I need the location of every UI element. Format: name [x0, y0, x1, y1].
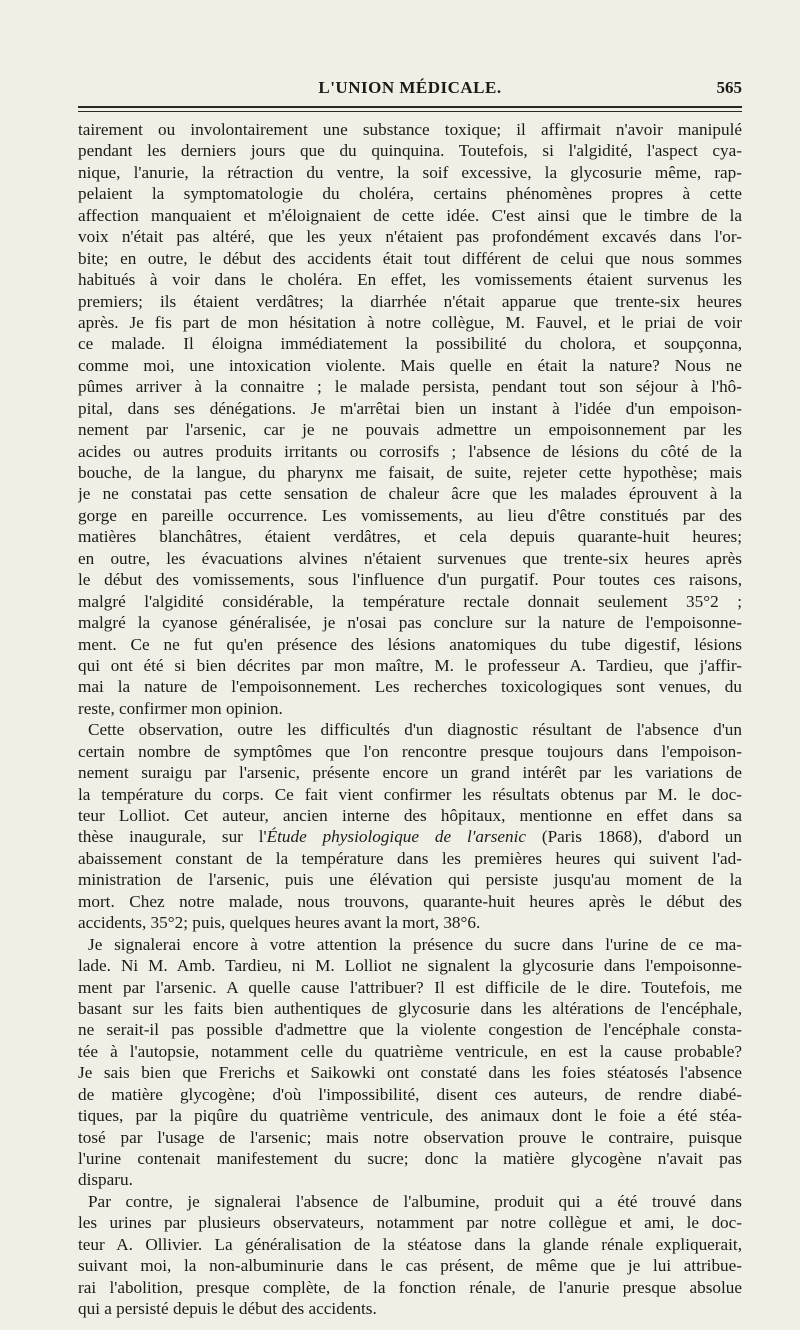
text-line: bouche, de la langue, du pharynx me faisait, de suite, rejeter cette hypothèse; mais: [78, 463, 742, 482]
text-line: les urines par plusieurs observateurs, notamment par notre collègue et ami, le doc-: [78, 1213, 742, 1233]
text-line: gorge en pareille occurrence. Les vomissements, au lieu d'être constitués par des: [78, 505, 742, 525]
text-line: comme moi, une intoxication violente. Mais quelle en était la nature? Nous ne: [78, 355, 742, 375]
text-line: qui ont été si bien décrites par mon maître, M. le professeur A. Tardieu, que j'affir-: [78, 655, 742, 675]
text-line: disparu.: [78, 1170, 133, 1190]
text-line: pelaient la symptomatologie du choléra, certains phénomènes propres à cette: [78, 184, 742, 204]
text-line: [78, 826, 742, 847]
text-line: nique, l'anurie, la rétraction du ventre, la soif excessive, la glycosurie même, rap-: [78, 162, 742, 182]
text-line: reste, confirmer mon opinion.: [78, 698, 283, 718]
text-line: ministration de l'arsenic, puis une élévation qui persiste jusqu'au moment de la: [78, 870, 742, 890]
text-line: matières blanchâtres, étaient verdâtres, et cela depuis quarante-huit heures;: [78, 527, 742, 547]
text-line: abaissement constant de la température dans les premières heures qui suivent l'ad-: [78, 848, 742, 868]
text-line: suivant moi, la non-albuminurie dans le cas présent, de même que je lui attribue-: [78, 1256, 742, 1276]
text-line: bite; en outre, le début des accidents était tout différent de celui que nous sommes: [78, 248, 742, 268]
journal-title: L'UNION MÉDICALE.: [318, 78, 502, 97]
text-line: malgré la cyanose généralisée, je n'osai pas conclure sur la nature de l'empoisonne-: [78, 613, 742, 633]
text-line: habitués à voir dans le choléra. En effet, les vomissements étaient survenus les: [78, 270, 742, 290]
text-line: Je signalerai encore à votre attention la présence du sucre dans l'urine de ce ma-: [88, 934, 742, 954]
text-line: mai la nature de l'empoisonnement. Les recherches toxicologiques sont venues, du: [78, 677, 742, 697]
text-line: ment par l'arsenic. A quelle cause l'attribuer? Il est difficile de le dire. Toutefois, me: [78, 977, 742, 997]
header-rule-thin: [78, 111, 742, 112]
text-line: malgré l'algidité considérable, la température rectale donnait seulement 35°2 ;: [78, 591, 742, 611]
text-line: premiers; ils étaient verdâtres; la diarrhée n'était apparue que trente-six heures: [78, 291, 742, 311]
text-line: Cette observation, outre les difficultés d'un diagnostic résultant de l'absence d'un: [88, 720, 742, 740]
text-line: ment. Ce ne fut qu'en présence des lésions anatomiques du tube digestif, lésions: [78, 634, 742, 654]
text-line: Par contre, je signalerai l'absence de l'albumine, produit qui a été trouvé dans: [88, 1191, 742, 1211]
article-body: [78, 119, 742, 1320]
page-header: [78, 78, 742, 102]
text-line: le début des vomissements, sous l'influence d'un purgatif. Pour toutes ces raisons,: [78, 570, 742, 590]
text-segment: (Paris 1868), d'abord un: [526, 827, 742, 847]
header-rule: [78, 106, 742, 108]
text-line: affection manquaient et m'éloignaient de cette idée. C'est ainsi que le timbre de la: [78, 205, 742, 225]
text-line: nement par l'arsenic, car je ne pouvais admettre un empoisonnement par les: [78, 420, 742, 440]
text-line: pendant les derniers jours que du quinquina. Toutefois, si l'algidité, l'aspect cya-: [78, 141, 742, 161]
text-line: la température du corps. Ce fait vient confirmer les résultats obtenus par M. le doc-: [78, 784, 742, 804]
text-line: voix n'était pas altéré, que les yeux n'étaient pas profondément excavés dans l'or-: [78, 227, 742, 247]
text-line: tée à l'autopsie, notamment celle du quatrième ventricule, en est la cause probable?: [78, 1041, 742, 1061]
text-line: de matière glycogène; d'où l'impossibilité, disent ces auteurs, de rendre diabé-: [78, 1084, 742, 1104]
text-line: nement suraigu par l'arsenic, présente encore un grand intérêt par les variations de: [78, 763, 742, 783]
text-line: tairement ou involontairement une substance toxique; il affirmait n'avoir manipulé: [78, 120, 742, 139]
text-line: lade. Ni M. Amb. Tardieu, ni M. Lolliot ne signalent la glycosurie dans l'empoisonne-: [78, 956, 742, 976]
text-line: ce malade. Il éloigna immédiatement la possibilité du cholora, et soupçonna,: [78, 334, 742, 354]
text-segment: thèse inaugurale, sur l': [78, 827, 267, 847]
text-line: acides ou autres produits irritants ou corrosifs ; l'absence de lésions du côté de la: [78, 441, 742, 461]
text-line: pital, dans ses dénégations. Je m'arrêtai bien un instant à l'idée d'un empoison-: [78, 398, 742, 418]
text-line: après. Je fis part de mon hésitation à notre collègue, M. Fauvel, et le priai de voir: [78, 312, 742, 332]
text-line: en outre, les évacuations alvines n'étaient survenues que trente-six heures après: [78, 548, 742, 568]
text-line: je ne constatai pas cette sensation de chaleur âcre que les malades éprouvent à la: [78, 484, 742, 504]
text-line: basant sur les faits bien authentiques de glycosurie dans les altérations de l'encéphale,: [78, 998, 742, 1018]
text-line: rai l'abolition, presque complète, de la fonction rénale, de l'anurie presque absolue: [78, 1277, 742, 1297]
text-line: accidents, 35°2; puis, quelques heures avant la mort, 38°6.: [78, 913, 481, 933]
text-line: pûmes arriver à la connaitre ; le malade persista, pendant tout son séjour à l'hô-: [78, 377, 742, 397]
text-line: teur A. Ollivier. La généralisation de la stéatose dans la glande rénale expliquerait,: [78, 1234, 742, 1254]
text-line: certain nombre de symptômes que l'on rencontre presque toujours dans l'empoison-: [78, 741, 742, 761]
text-line: teur Lolliot. Cet auteur, ancien interne des hôpitaux, mentionne en effet dans sa: [78, 806, 742, 825]
text-line: tiques, par la piqûre du quatrième ventricule, des animaux dont le foie a été stéa-: [78, 1106, 742, 1126]
cited-work-title: Étude physiologique de l'arsenic: [266, 827, 527, 847]
text-line: ne serait-il pas possible d'admettre que la violente congestion de l'encéphale consta-: [78, 1020, 742, 1040]
page-number: 565: [716, 78, 742, 97]
text-line: mort. Chez notre malade, nous trouvons, quarante-huit heures après le début des: [78, 891, 742, 911]
text-line: l'urine contenait manifestement du sucre; donc la matière glycogène n'avait pas: [78, 1149, 742, 1168]
text-line: Je sais bien que Frerichs et Saikowki ont constaté dans les foies stéatosés l'absence: [78, 1063, 742, 1083]
text-line: qui a persisté depuis le début des accidents.: [78, 1299, 377, 1319]
text-line: tosé par l'usage de l'arsenic; mais notre observation prouve le contraire, puisque: [78, 1127, 742, 1147]
